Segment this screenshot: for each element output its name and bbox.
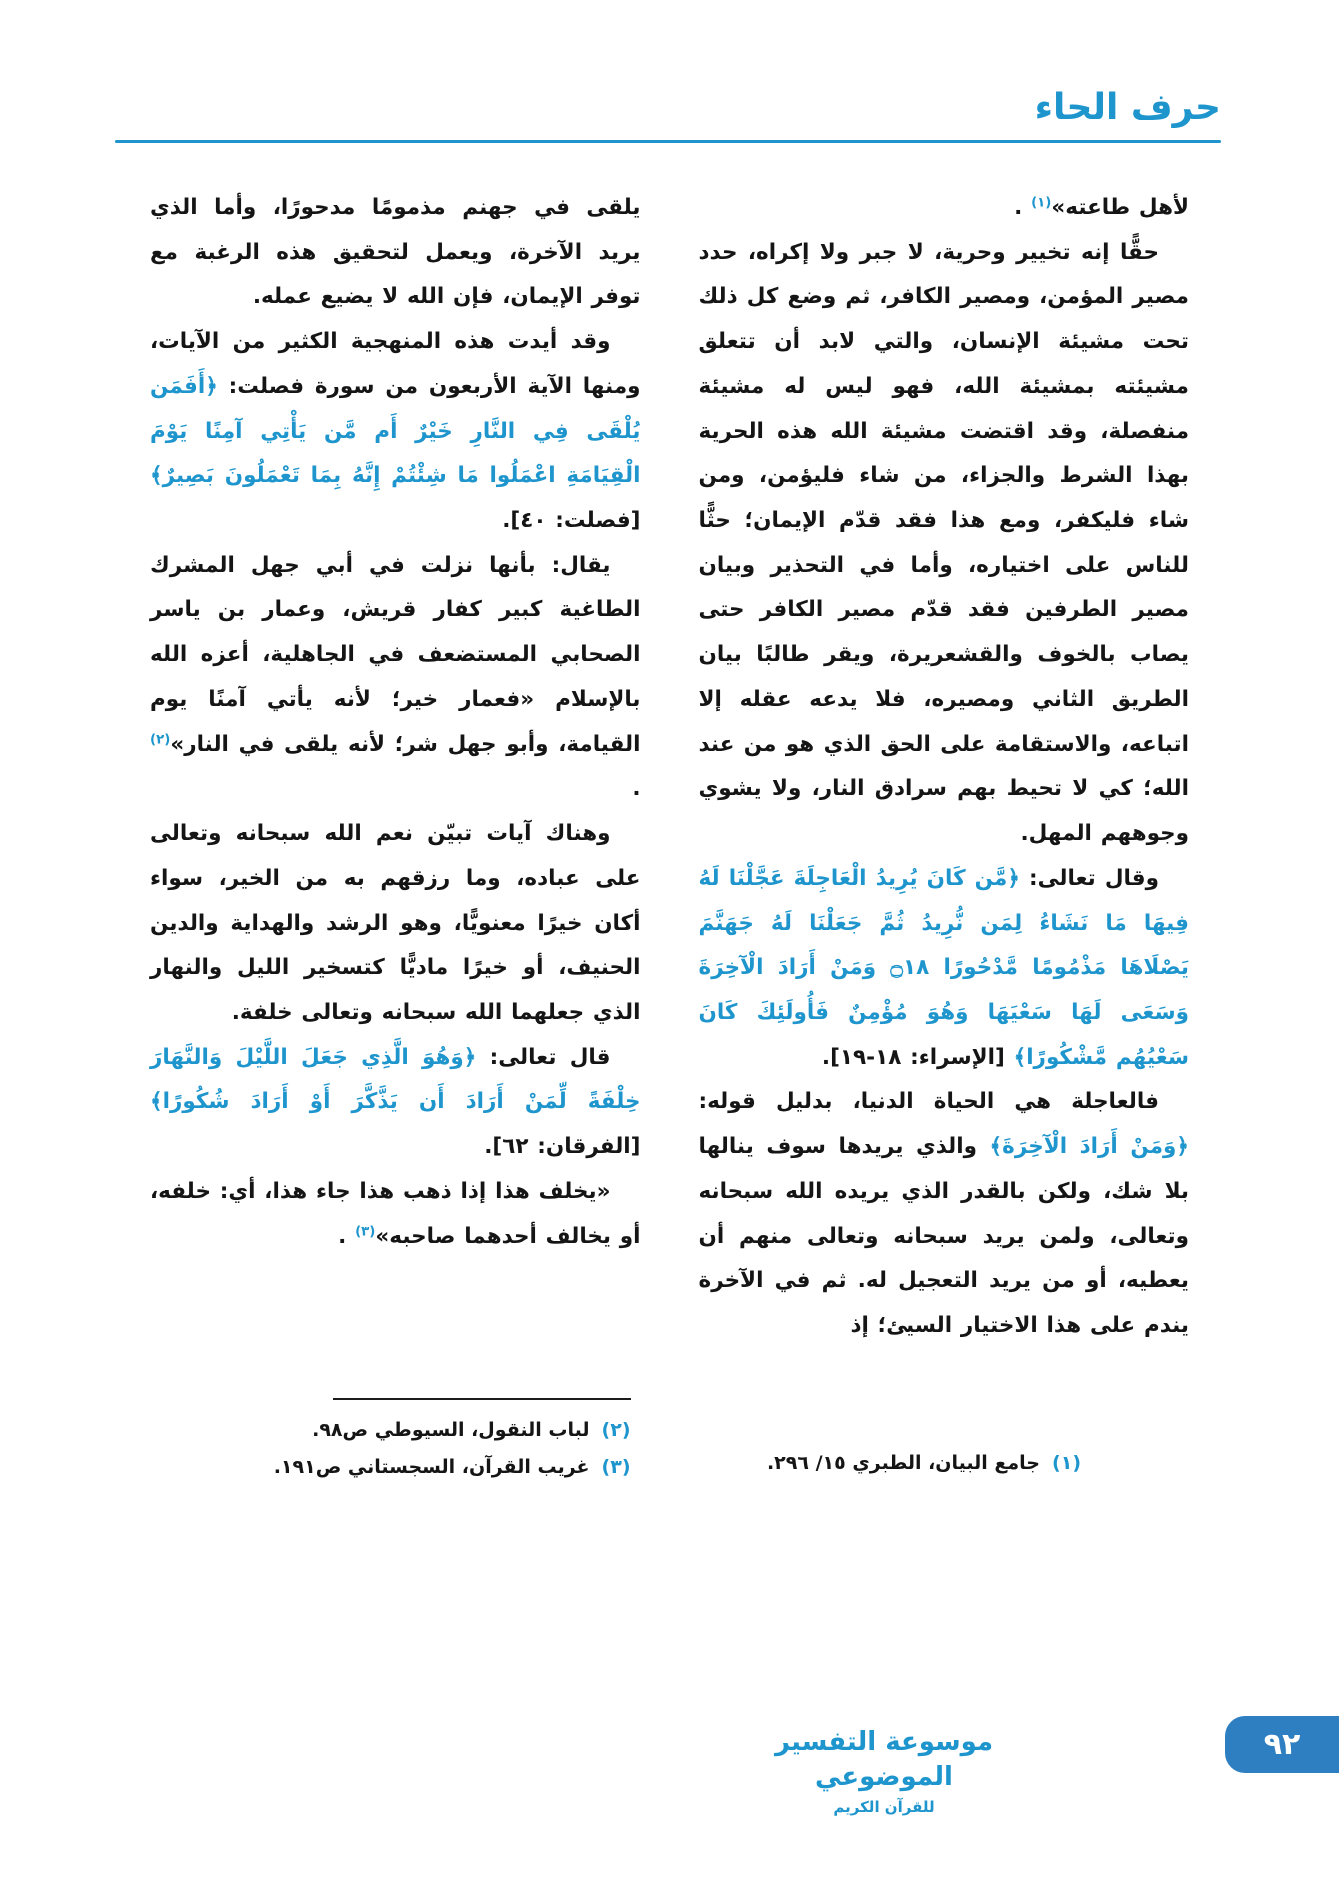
text-segment: . <box>1014 195 1032 220</box>
paragraph <box>150 544 641 812</box>
quran-verse: ﴿وَمَنْ أَرَادَ الْآخِرَةَ﴾ <box>989 1134 1189 1160</box>
footnote <box>150 1412 631 1449</box>
footnote-separator <box>333 1398 631 1400</box>
footnote-text: جامع البيان، الطبري ١٥/ ٢٩٦. <box>766 1451 1041 1474</box>
footnote-marker: (٣) <box>601 1455 631 1478</box>
columns-container <box>150 186 1189 1486</box>
footnote <box>150 1449 631 1486</box>
publisher-logo-title: موسوعة التفسير الموضوعي <box>774 1726 994 1792</box>
text-segment: . <box>338 1223 356 1249</box>
verse-reference: [الفرقان: ٦٢]. <box>484 1134 641 1160</box>
text-segment: والذي يريدها سوف ينالها بلا شك، ولكن بالقدر الذي يريده الله سبحانه وتعالى، ولمن يريد سبحانه وتعالى منهم أن يعطيه، أو من يريد التعجيل له. ثم في الآخرة يندم على هذا الاختيار السيئ؛ إذ <box>698 1134 1189 1338</box>
quran-verse: ﴿وَهُوَ الَّذِي جَعَلَ اللَّيْلَ وَالنَّهَارَ خِلْفَةً لِّمَنْ أَرَادَ أَن يَذَّكَّرَ أَوْ أَرَادَ شُكُورًا﴾ <box>150 1044 641 1115</box>
quran-verse: ﴿أَفَمَن يُلْقَى فِي النَّارِ خَيْرٌ أَم مَّن يَأْتِي آمِنًا يَوْمَ الْقِيَامَةِ اعْمَلُوا مَا شِئْتُمْ إِنَّهُ بِمَا تَعْمَلُونَ بَصِيرٌ﴾ <box>150 373 641 489</box>
paragraph <box>699 1080 1190 1348</box>
paragraph <box>150 812 641 1036</box>
paragraph <box>150 1036 641 1170</box>
paragraph <box>150 1170 641 1259</box>
footnote-marker: (٢) <box>601 1418 631 1441</box>
page-number: ٩٢ <box>1263 1726 1301 1762</box>
chapter-letter-title: حرف الحاء <box>1034 87 1221 128</box>
footnote-marker: (١) <box>1052 1451 1081 1474</box>
verse-reference: [الإسراء: ١٨-١٩]. <box>821 1044 1014 1070</box>
footnotes-left <box>150 1398 641 1486</box>
footnote-text: لباب النقول، السيوطي ص٩٨. <box>312 1418 590 1441</box>
text-segment: قال تعالى: <box>476 1044 611 1070</box>
text-segment: وقد أيدت هذه المنهجية الكثير من الآيات، ومنها الآية الأربعون من سورة فصلت: <box>150 329 641 399</box>
page-header <box>115 88 1221 143</box>
page-body <box>150 186 1189 1486</box>
paragraph <box>150 320 641 544</box>
publisher-logo-subtitle: للقرآن الكريم <box>833 1798 935 1816</box>
paragraph <box>699 186 1190 231</box>
text-segment: لأهل طاعته» <box>1051 195 1189 220</box>
text-segment: حقًّا إنه تخيير وحرية، لا جبر ولا إكراه، حدد مصير المؤمن، ومصير الكافر، ثم وضع كل ذلك تحت مشيئة الإنسان، والتي لابد أن تتعلق مشيئته بمشيئة الله، فهو ليس له مشيئة منفصلة، وقد اقتضت مشيئة الله هذه الحرية بهذا الشرط والجزاء، من شاء فليؤمن، ومن شاء فليكفر، ومع هذا فقد قدّم الإيمان؛ حثًّا للناس على اختياره، وأما في التحذير وبيان مصير الطرفين فقد قدّم مصير الكافر حتى يصاب بالخوف والقشعريرة، ويقر طالبًا بيان الطريق الثاني ومصيره، فلا يدعه عقله إلا اتباعه، والاستقامة على الحق الذي هو من عند الله؛ كي لا تحيط بهم سرادق النار، ولا يشوي وجوههم المهل. <box>698 239 1189 847</box>
footnote <box>699 1445 1082 1482</box>
text-segment: وقال تعالى: <box>1019 865 1159 891</box>
text-segment: «يخلف هذا إذا ذهب هذا جاء هذا، أي: خلفه، أو يخالف أحدهما صاحبه» <box>150 1178 641 1249</box>
verse-reference: [فصلت: ٤٠]. <box>502 508 641 534</box>
publisher-logo <box>759 1725 1009 1816</box>
text-segment: يلقى في جهنم مذمومًا مدحورًا، وأما الذي يريد الآخرة، ويعمل لتحقيق هذه الرغبة مع توفر الإيمان، فإن الله لا يضيع عمله. <box>150 195 641 310</box>
footnote-ref: (٢) <box>150 732 171 748</box>
paragraph <box>699 857 1190 1081</box>
page-number-badge <box>1225 1716 1339 1773</box>
text-segment: . <box>632 776 641 802</box>
paragraph <box>150 186 641 320</box>
footnote-text: غريب القرآن، السجستاني ص١٩١. <box>273 1455 590 1478</box>
footnotes-right <box>699 1445 1190 1486</box>
column-right <box>699 186 1190 1486</box>
text-segment: يقال: بأنها نزلت في أبي جهل المشرك الطاغية كبير كفار قريش، وعمار بن ياسر الصحابي المستضعف في الجاهلية، أعزه الله بالإسلام «فعمار خير؛ لأنه يأتي آمنًا يوم القيامة، وأبو جهل شر؛ لأنه يلقى في النار» <box>150 552 641 757</box>
column-left <box>150 186 641 1486</box>
footnote-ref: (٣) <box>355 1224 376 1240</box>
header-divider <box>115 140 1221 143</box>
text-segment: وهناك آيات تبيّن نعم الله سبحانه وتعالى على عباده، وما رزقهم به من الخير، سواء أكان خيرًا معنويًّا، وهو الرشد والهداية والدين الحنيف، أو خيرًا ماديًّا كتسخير الليل والنهار الذي جعلهما الله سبحانه وتعالى خلفة. <box>150 821 641 1025</box>
quran-verse: ﴿مَّن كَانَ يُرِيدُ الْعَاجِلَةَ عَجَّلْنَا لَهُ فِيهَا مَا نَشَاءُ لِمَن نُّرِيدُ ثُمَّ جَعَلْنَا لَهُ جَهَنَّمَ يَصْلَاهَا مَذْمُومًا مَّدْحُورًا ۝١٨ وَمَنْ أَرَادَ الْآخِرَةَ وَسَعَى لَهَا سَعْيَهَا وَهُوَ مُؤْمِنٌ فَأُولَئِكَ كَانَ سَعْيُهُم مَّشْكُورًا﴾ <box>698 865 1189 1070</box>
text-segment: فالعاجلة هي الحياة الدنيا، بدليل قوله: <box>698 1089 1159 1115</box>
footnote-ref: (١) <box>1031 195 1052 211</box>
paragraph <box>699 231 1190 857</box>
